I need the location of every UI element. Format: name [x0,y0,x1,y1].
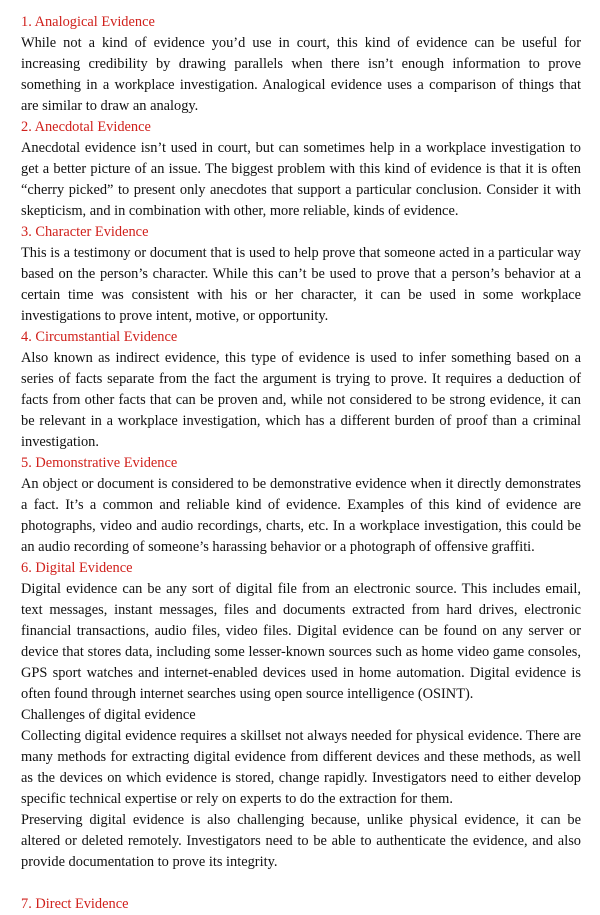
section-demonstrative-evidence [21,453,581,558]
section-heading: 2. Anecdotal Evidence [21,119,151,135]
section-paragraph: Digital evidence can be any sort of digital file from an electronic source. This includes email, text messages, instant messages, files and documents extracted from hard drives, electronic financial transactions, audio files, video files. Digital evidence can be found on any server or device that stores data, including some lesser-known sources such as home video game consoles, GPS sport watches and internet-enabled devices used in home automation. Digital evidence is often found through internet searches using open source intelligence (OSINT). [21,581,581,702]
section-paragraph: An object or document is considered to be demonstrative evidence when it directly demonstrates a fact. It’s a common and reliable kind of evidence. Examples of this kind of evidence are photographs, video and audio recordings, charts, etc. In a workplace investigation, this could be an audio recording of someone’s harassing behavior or a photograph of offensive graffiti. [21,476,581,555]
subsection-paragraph: Collecting digital evidence requires a skillset not always needed for physical evidence. There are many methods for extracting digital evidence from different devices and these methods, as well as the devices on which evidence is stored, change rapidly. Investigators need to either develop specific technical expertise or rely on experts to do the extraction for them. [21,728,581,807]
section-paragraph: This is a testimony or document that is used to help prove that someone acted in a particular way based on the person’s character. While this can’t be used to prove that a person’s behavior at a certain time was consistent with his or her character, it can be used in some workplace investigations to prove intent, motive, or opportunity. [21,245,581,324]
section-paragraph: While not a kind of evidence you’d use in court, this kind of evidence can be useful for increasing credibility by drawing parallels when there isn’t enough information to prove something in a workplace investigation. Analogical evidence uses a comparison of things that are similar to draw an analogy. [21,35,581,114]
section-heading: 1. Analogical Evidence [21,14,155,30]
subsection-heading: Challenges of digital evidence [21,707,196,723]
section-analogical-evidence [21,12,581,117]
section-heading: 5. Demonstrative Evidence [21,455,178,471]
section-paragraph: Also known as indirect evidence, this type of evidence is used to infer something based on a series of facts separate from the fact the argument is trying to prove. It requires a deduction of facts from other facts that can be proven and, while not considered to be strong evidence, it can be relevant in a workplace investigation, which has a different burden of proof than a criminal investigation. [21,350,581,450]
section-anecdotal-evidence [21,117,581,222]
section-character-evidence [21,222,581,327]
section-digital-evidence [21,558,581,873]
section-heading: 7. Direct Evidence [21,896,129,912]
section-direct-evidence [21,894,581,915]
section-heading: 3. Character Evidence [21,224,149,240]
document-body [21,12,581,915]
subsection-paragraph: Preserving digital evidence is also challenging because, unlike physical evidence, it can be altered or deleted remotely. Investigators need to be able to authenticate the evidence, and also provide documentation to prove its integrity. [21,812,581,870]
section-circumstantial-evidence [21,327,581,453]
section-heading: 6. Digital Evidence [21,560,133,576]
section-spacer [21,873,581,894]
section-paragraph: Anecdotal evidence isn’t used in court, but can sometimes help in a workplace investigation to get a better picture of an issue. The biggest problem with this kind of evidence is that it is often “cherry picked” to present only anecdotes that support a particular conclusion. Consider it with skepticism, and in combination with other, more reliable, kinds of evidence. [21,140,581,219]
section-heading: 4. Circumstantial Evidence [21,329,178,345]
